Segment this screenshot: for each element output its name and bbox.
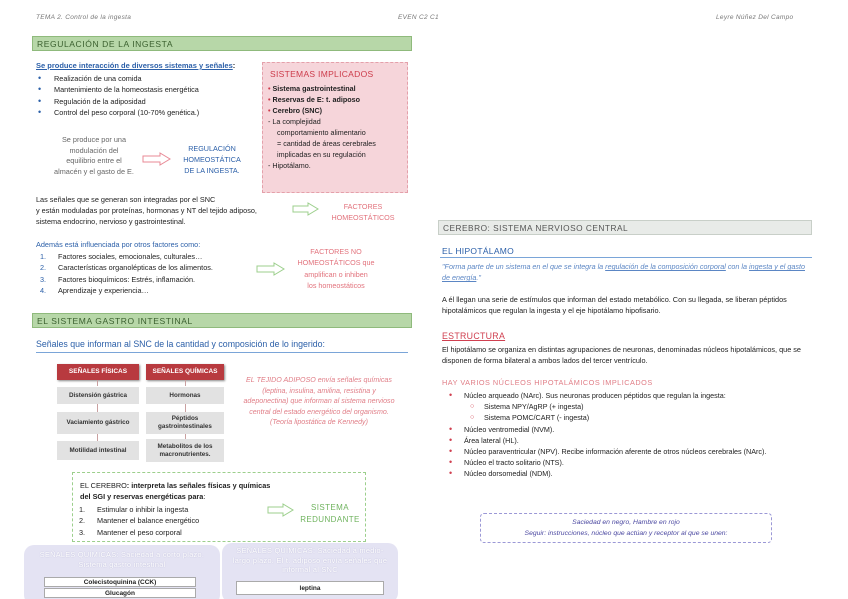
largo-plazo-title: SEÑALES QUÍMICAS: Saciedad a medio-largo plazo. El t. adiposo envía señales que informal al SNC — [232, 546, 388, 574]
sistema-redundante: SISTEMA REDUNDANTE — [300, 503, 360, 524]
produce-text: Se produce por una modulación del equilibrio entre el almacén y el gasto de E. — [54, 135, 134, 176]
list-item: 2. Mantener el balance energético — [79, 516, 200, 526]
intro-heading-colon: : — [232, 61, 236, 70]
estructura-text: El hipotálamo se organiza en distintas agrupaciones de neuronas, denominadas núcleos hipotalámicos, que se disponen de forma bilateral a ambos lados del tercer ventrículo. — [442, 345, 801, 365]
list-item: • Realización de una comida — [32, 73, 262, 84]
sistemas-dash-cont: implicadas en su regulación — [277, 150, 366, 159]
sistemas-dash: - La complejidad — [268, 117, 321, 126]
header-right: Leyre Núñez Del Campo — [716, 14, 794, 21]
header-left: TEMA 2. Control de la ingesta — [36, 14, 132, 21]
cerebro-text: EL CEREBRO: interpreta las señales físicas y químicas del SGI y reservas energéticas para: — [80, 481, 271, 501]
list-item: • Núcleo dorsomedial (NDM). — [440, 468, 812, 479]
factores-no-homeostaticos: FACTORES NO HOMEOSTÁTICOS que amplifican o inhiben los homeostáticos — [297, 247, 375, 290]
list-item: • Área lateral (HL). — [440, 435, 812, 446]
link-regulacion: regulación de la composición corporal — [605, 262, 726, 271]
list-item: 1. Factores sociales, emocionales, culturales… — [40, 252, 203, 261]
connector — [97, 434, 98, 441]
saciedad-largo-plazo-box — [222, 543, 398, 599]
quimica-item: Péptidos gastrointestinales — [146, 412, 224, 434]
quimica-item: Metabolitos de los macronutrientes. — [146, 439, 224, 462]
list-item: • Núcleo el tracto solitario (NTS). — [440, 457, 812, 468]
arrow-right-icon — [142, 152, 172, 166]
intro-heading — [36, 61, 235, 70]
regulacion-homeostatica: REGULACIÓN HOMEOSTÁTICA DE LA INGESTA. — [183, 144, 241, 175]
fisica-item: Distensión gástrica — [57, 387, 139, 404]
list-item: 1. Estimular o inhibir la ingesta — [79, 505, 189, 514]
saciedad-corto-plazo-box — [24, 545, 220, 599]
hipotalamo-title: EL HIPOTÁLAMO — [442, 246, 515, 256]
connector — [97, 404, 98, 412]
arrow-right-icon — [267, 503, 295, 517]
sistemas-item: • Cerebro (SNC) — [268, 106, 323, 115]
divider — [36, 352, 408, 353]
ademas-title: Además está influenciada por otros factores como: — [36, 240, 201, 249]
section-title-regulacion: REGULACIÓN DE LA INGESTA — [32, 36, 412, 51]
sistemas-dash: - Hipotálamo. — [268, 161, 311, 170]
signal-item: Colecistoquinina (CCK) — [44, 577, 196, 587]
list-item: • Núcleo ventromedial (NVM). — [440, 424, 812, 435]
connector — [185, 380, 186, 386]
section-title-cerebro: CEREBRO: SISTEMA NERVIOSO CENTRAL — [438, 220, 812, 235]
hipotalamo-quote: "Forma parte de un sistema en el que se integra la regulación de la composición corporal con la ingesta y el gasto de energía." — [442, 262, 805, 282]
tejido-adiposo-note: EL TEJIDO ADIPOSO envía señales químicas (leptina, insulina, amilina, resistina y adeponectina) que informan al sistema nervioso central del estado energético del organismo. (Teoría lipostática de Kennedy) — [243, 376, 395, 426]
sistemas-dash-cont: = cantidad de áreas cerebrales — [277, 139, 376, 148]
list-item: ○ Sistema POMC/CART (- ingesta) — [440, 412, 812, 423]
cerebro-box — [72, 472, 366, 542]
arrow-right-icon — [256, 262, 286, 276]
intro-list — [32, 73, 262, 118]
estimulos-text: A él llegan una serie de estímulos que informan del estado metabólico. Con su llegada, se liberan péptidos hipotalámicos que regulan la ingesta y el eje hipotálamo hipofisario. — [442, 295, 787, 315]
list-item: 2. Características organolépticas de los alimentos. — [40, 263, 213, 273]
list-item: • Regulación de la adiposidad — [32, 96, 262, 107]
list-item: 4. Aprendizaje y experiencia… — [40, 285, 149, 295]
intro-heading-text: Se produce interacción de diversos sistemas y señales — [36, 61, 233, 70]
senales-fisicas-header: SEÑALES FÍSICAS — [57, 364, 139, 380]
nucleos-list — [440, 390, 812, 480]
ademas-list — [36, 251, 266, 296]
legend-box — [480, 513, 772, 543]
arrow-right-icon — [292, 202, 320, 216]
sistemas-item: • Sistema gastrointestinal — [268, 84, 356, 93]
legend-line: Saciedad en negro, Hambre en rojo — [572, 519, 680, 526]
connector — [97, 380, 98, 386]
list-item: 3. Factores bioquímicos: Estrés, inflamación. — [40, 274, 196, 284]
fisica-item: Vaciamiento gástrico — [57, 412, 139, 434]
sistemas-title: SISTEMAS IMPLICADOS — [270, 69, 374, 79]
factores-homeostaticos: FACTORES HOMEOSTÁTICOS — [331, 202, 395, 222]
estructura-title: ESTRUCTURA — [442, 331, 506, 341]
divider — [440, 257, 812, 258]
link-ingesta: ingesta y el gasto de energía — [442, 262, 805, 282]
connector — [185, 404, 186, 412]
list-item: • Mantenimiento de la homeostasis energética — [32, 84, 262, 95]
signal-item: leptina — [236, 581, 384, 595]
header-center: EVEN C2 C1 — [398, 14, 439, 21]
sistemas-item: • Reservas de E: t. adiposo — [268, 95, 360, 104]
legend-line: Seguir: instrucciones, núcleo que actúan y receptor al que se unen: — [524, 530, 728, 537]
corto-plazo-title: SEÑALES QUÍMICAS: Saciedad a corto plazo. Sistema gastro intestinal — [39, 550, 205, 569]
senales-text: Las señales que se generan son integradas por el SNC y están moduladas por proteínas, hormonas y NT del tejido adiposo, sistema endocrino, nervioso y gastrointestinal. — [36, 195, 257, 226]
fisica-item: Motilidad intestinal — [57, 441, 139, 460]
signal-item: Glucagón — [44, 588, 196, 598]
list-item: • Núcleo paraventricular (NPV). Recibe información aferente de otros núcleos cerebrales (NArc). — [440, 446, 812, 457]
sgi-subtitle: Señales que informan al SNC de la cantidad y composición de lo ingerido: — [36, 339, 326, 349]
list-item: • Control del peso corporal (10-70% genética.) — [32, 107, 262, 118]
list-item: ○ Sistema NPY/AgRP (+ ingesta) — [440, 401, 812, 412]
nucleos-title: HAY VARIOS NÚCLEOS HIPOTALÁMICOS IMPLICADOS — [442, 378, 653, 387]
list-item: • Núcleo arqueado (NArc). Sus neuronas producen péptidos que regulan la ingesta: — [440, 390, 812, 401]
senales-quimicas-header: SEÑALES QUÍMICAS — [146, 364, 224, 380]
section-title-sgi: EL SISTEMA GASTRO INTESTINAL — [32, 313, 412, 328]
list-item: 3. Mantener el peso corporal — [79, 527, 182, 537]
sistemas-implicados-box — [262, 62, 408, 193]
cerebro-list — [75, 504, 275, 538]
quimica-item: Hormonas — [146, 387, 224, 404]
sistemas-dash-cont: comportamiento alimentario — [277, 128, 366, 137]
